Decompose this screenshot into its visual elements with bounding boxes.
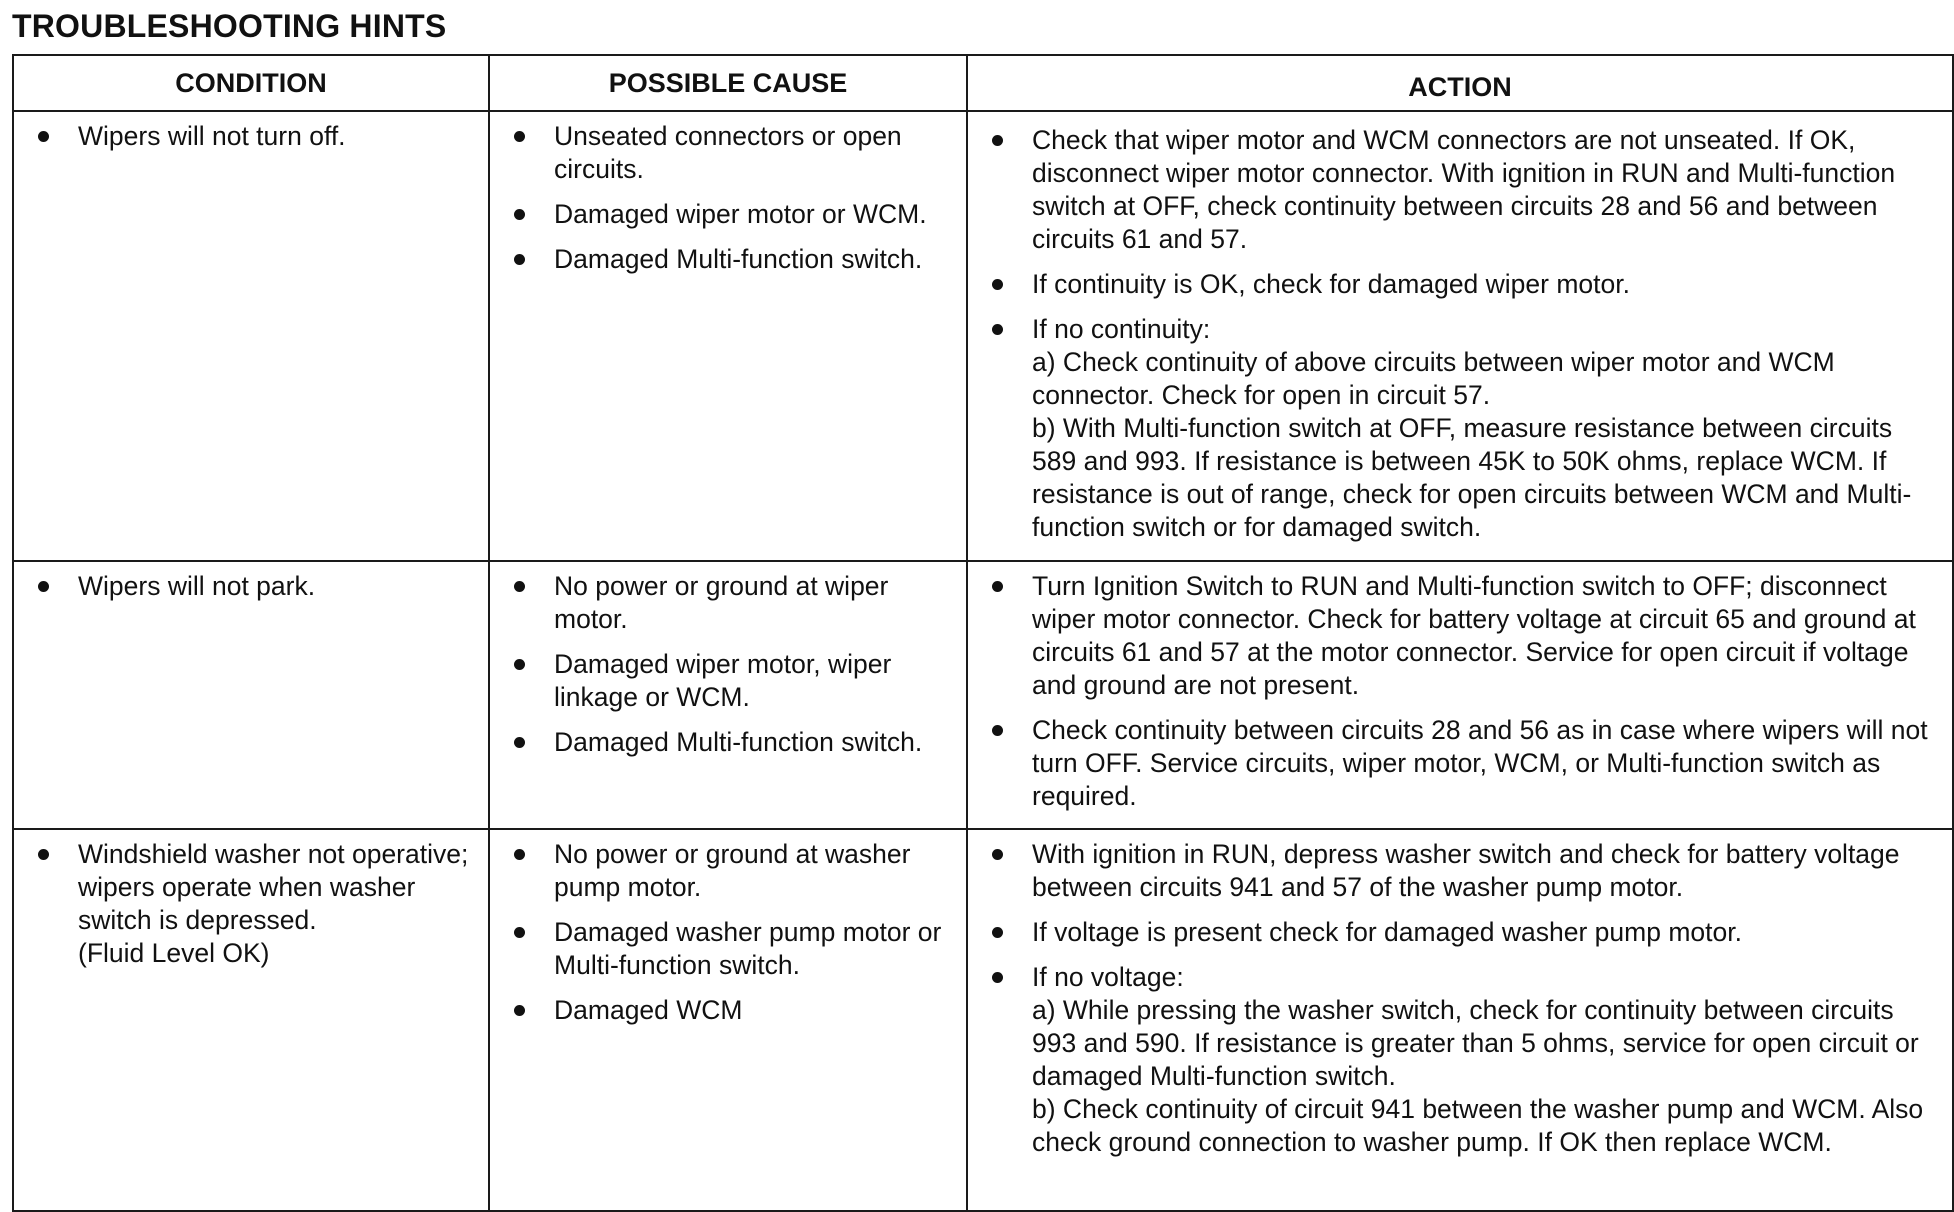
condition-cell	[13, 561, 489, 829]
list-item	[36, 570, 474, 603]
condition-text: Wipers will not turn off.	[78, 121, 346, 151]
list-item	[512, 570, 952, 636]
condition-list	[36, 570, 474, 603]
list-item	[990, 268, 1938, 301]
action-cell	[967, 111, 1953, 561]
table-row	[13, 111, 1953, 561]
list-item	[990, 961, 1938, 1159]
list-item	[990, 570, 1938, 702]
cause-list	[512, 570, 952, 759]
action-text: If no continuity:	[1032, 314, 1211, 344]
action-substep-b: b) Check continuity of circuit 941 between the washer pump and WCM. Also check ground connection to washer pump. If OK then replace WCM.	[1032, 1094, 1924, 1157]
troubleshooting-table	[12, 54, 1954, 1212]
table-row	[13, 829, 1953, 1211]
condition-text: Windshield washer not operative; wipers operate when washer switch is depressed.	[78, 839, 469, 935]
action-text: With ignition in RUN, depress washer switch and check for battery voltage between circuits 941 and 57 of the washer pump motor.	[1032, 839, 1900, 902]
action-text: Check that wiper motor and WCM connectors are not unseated. If OK, disconnect wiper motor connector. With ignition in RUN and Multi-function switch at OFF, check continuity between circuits 28 and 56 and between circuits 61 and 57.	[1032, 125, 1896, 254]
list-item	[512, 916, 952, 982]
header-condition: CONDITION	[13, 55, 489, 111]
cause-text: No power or ground at wiper motor.	[554, 571, 889, 634]
bullet-icon	[514, 131, 525, 142]
cause-text: Unseated connectors or open circuits.	[554, 121, 902, 184]
action-text: If voltage is present check for damaged washer pump motor.	[1032, 917, 1742, 947]
cause-text: Damaged washer pump motor or Multi-function switch.	[554, 917, 942, 980]
list-item	[512, 838, 952, 904]
action-text: Check continuity between circuits 28 and 56 as in case where wipers will not turn OFF. Service circuits, wiper motor, WCM, or Multi-function switch as required.	[1032, 715, 1928, 811]
bullet-icon	[992, 725, 1003, 736]
cause-text: Damaged WCM	[554, 995, 743, 1025]
cause-text: Damaged Multi-function switch.	[554, 244, 923, 274]
cause-list	[512, 120, 952, 276]
table-row	[13, 561, 1953, 829]
header-action: ACTION	[967, 55, 1953, 111]
list-item	[512, 120, 952, 186]
header-row	[13, 55, 1953, 111]
condition-cell	[13, 829, 489, 1211]
bullet-icon	[514, 737, 525, 748]
bullet-icon	[514, 1005, 525, 1016]
condition-list	[36, 838, 474, 970]
action-cell	[967, 561, 1953, 829]
list-item	[990, 714, 1938, 813]
action-text: Turn Ignition Switch to RUN and Multi-function switch to OFF; disconnect wiper motor connector. Check for battery voltage at circuit 65 and ground at circuits 61 and 57 at the motor connector. Service for open circuit if voltage and ground are not present.	[1032, 571, 1916, 700]
bullet-icon	[38, 131, 49, 142]
bullet-icon	[992, 581, 1003, 592]
list-item	[512, 726, 952, 759]
bullet-icon	[514, 254, 525, 265]
action-substep-a: a) Check continuity of above circuits between wiper motor and WCM connector. Check for open in circuit 57.	[1032, 347, 1835, 410]
list-item	[512, 198, 952, 231]
action-text: If no voltage:	[1032, 962, 1184, 992]
bullet-icon	[992, 927, 1003, 938]
bullet-icon	[514, 659, 525, 670]
bullet-icon	[992, 324, 1003, 335]
action-substep-b: b) With Multi-function switch at OFF, measure resistance between circuits 589 and 993. If resistance is between 45K to 50K ohms, replace WCM. If resistance is out of range, check for open circuits between WCM and Multi-function switch or for damaged switch.	[1032, 413, 1912, 542]
list-item	[990, 838, 1938, 904]
list-item	[36, 838, 474, 970]
bullet-icon	[992, 279, 1003, 290]
bullet-icon	[514, 927, 525, 938]
action-cell	[967, 829, 1953, 1211]
action-text: If continuity is OK, check for damaged wiper motor.	[1032, 269, 1630, 299]
condition-note: (Fluid Level OK)	[78, 938, 270, 968]
list-item	[990, 124, 1938, 256]
condition-list	[36, 120, 474, 153]
bullet-icon	[514, 581, 525, 592]
list-item	[990, 313, 1938, 544]
action-substep-a: a) While pressing the washer switch, check for continuity between circuits 993 and 590. If resistance is greater than 5 ohms, service for open circuit or damaged Multi-function switch.	[1032, 995, 1919, 1091]
list-item	[990, 916, 1938, 949]
bullet-icon	[38, 849, 49, 860]
condition-text: Wipers will not park.	[78, 571, 316, 601]
bullet-icon	[514, 849, 525, 860]
action-list	[990, 838, 1938, 1159]
cause-cell	[489, 561, 967, 829]
page-title: TROUBLESHOOTING HINTS	[12, 8, 447, 44]
action-list	[990, 570, 1938, 813]
bullet-icon	[992, 849, 1003, 860]
condition-cell	[13, 111, 489, 561]
bullet-icon	[992, 135, 1003, 146]
bullet-icon	[38, 581, 49, 592]
list-item	[512, 994, 952, 1027]
cause-list	[512, 838, 952, 1027]
cause-text: Damaged wiper motor or WCM.	[554, 199, 927, 229]
cause-text: Damaged Multi-function switch.	[554, 727, 923, 757]
action-list	[990, 124, 1938, 544]
cause-text: No power or ground at washer pump motor.	[554, 839, 911, 902]
list-item	[36, 120, 474, 153]
cause-cell	[489, 829, 967, 1211]
list-item	[512, 648, 952, 714]
cause-text: Damaged wiper motor, wiper linkage or WCM.	[554, 649, 892, 712]
bullet-icon	[514, 209, 525, 220]
bullet-icon	[992, 972, 1003, 983]
cause-cell	[489, 111, 967, 561]
header-possible-cause: POSSIBLE CAUSE	[489, 55, 967, 111]
list-item	[512, 243, 952, 276]
